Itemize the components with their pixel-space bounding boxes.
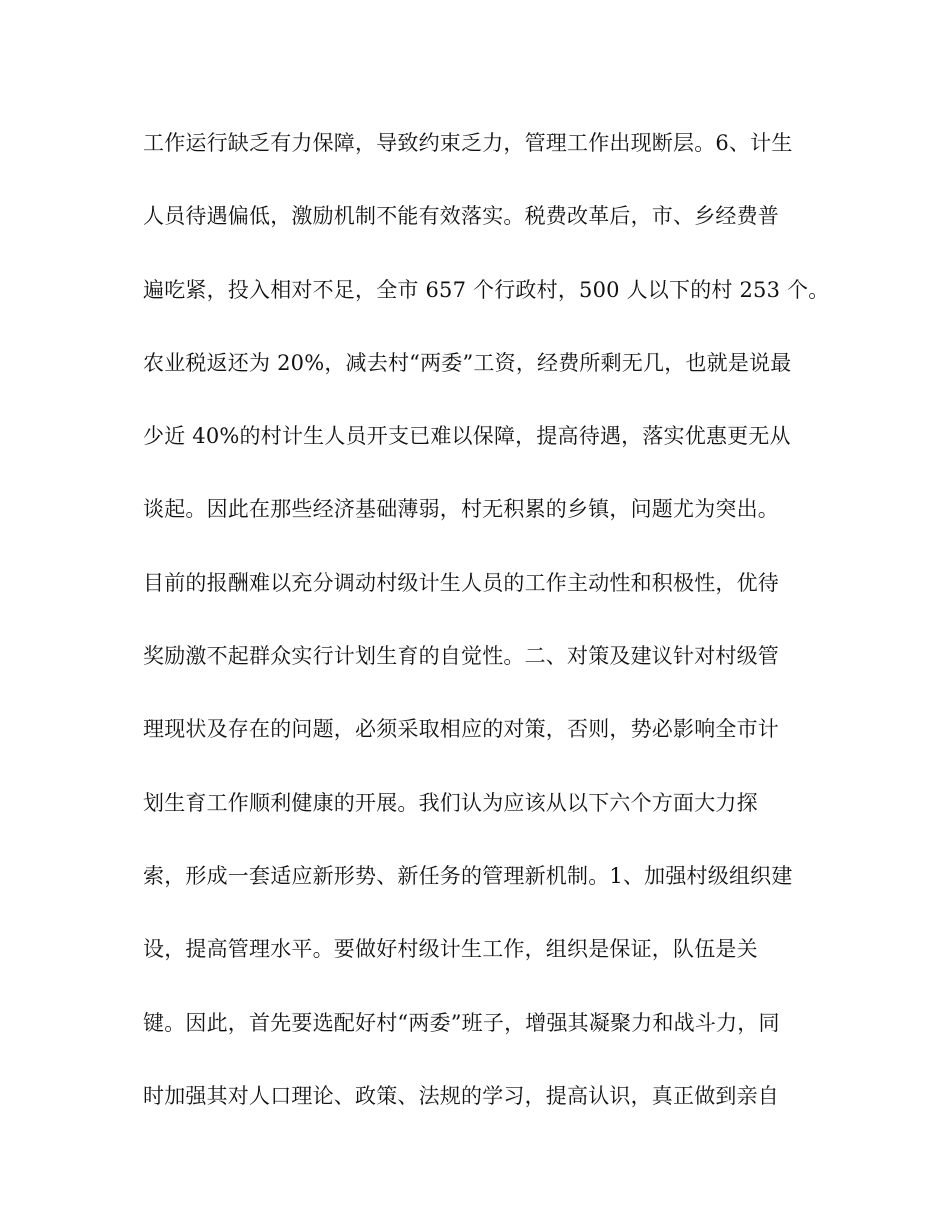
text-line-14: 时加强其对人口理论、政策、法规的学习，提高认识，真正做到亲自 — [143, 1083, 779, 1108]
text-line-5: 少近 40%的村计生人员开支已难以保障，提高待遇，落实优惠更无从 — [143, 424, 791, 449]
text-line-7: 目前的报酬难以充分调动村级计生人员的工作主动性和积极性，优待 — [143, 570, 779, 595]
text-line-8: 奖励激不起群众实行计划生育的自觉性。二、对策及建议针对村级管 — [143, 644, 779, 669]
text-line-9: 理现状及存在的问题，必须采取相应的对策，否则，势必影响全市计 — [143, 717, 779, 742]
text-line-6: 谈起。因此在那些经济基础薄弱，村无积累的乡镇，问题尤为突出。 — [143, 497, 779, 522]
body-text — [143, 122, 830, 1148]
text-line-10: 划生育工作顺利健康的开展。我们认为应该从以下六个方面大力探 — [143, 790, 758, 815]
text-line-1: 工作运行缺乏有力保障，导致约束乏力，管理工作出现断层。6、计生 — [143, 131, 793, 155]
text-line-4: 农业税返还为 20%，减去村“两委”工资，经费所剩无几，也就是说最 — [143, 350, 792, 375]
text-line-3: 遍吃紧，投入相对不足，全市 657 个行政村，500 人以下的村 253 个。 — [143, 277, 830, 302]
text-line-2: 人员待遇偏低，激励机制不能有效落实。税费改革后，市、乡经费普 — [143, 204, 779, 229]
text-line-13: 键。因此，首先要选配好村“两委”班子，增强其凝聚力和战斗力，同 — [143, 1010, 780, 1035]
text-line-12: 设，提高管理水平。要做好村级计生工作，组织是保证，队伍是关 — [143, 937, 758, 962]
text-line-11: 索，形成一套适应新形势、新任务的管理新机制。1、加强村级组织建 — [143, 863, 793, 888]
